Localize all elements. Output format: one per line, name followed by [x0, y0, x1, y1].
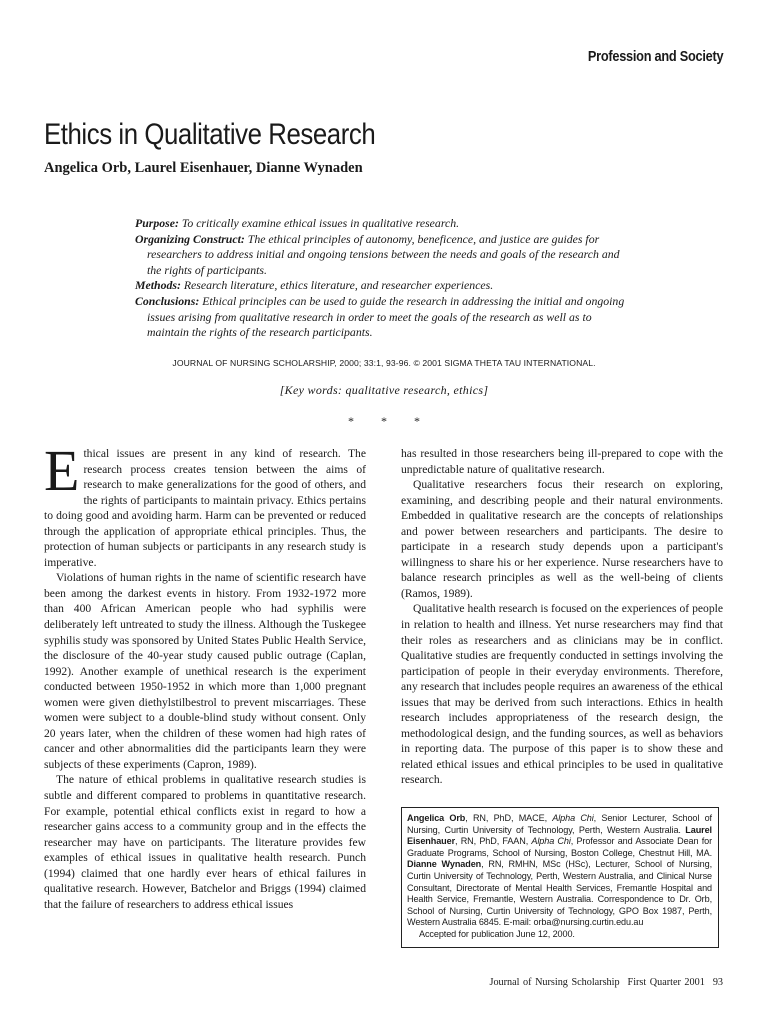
- accepted-date: Accepted for publication June 12, 2000.: [419, 928, 575, 939]
- body-column-left: [44, 438, 366, 912]
- abstract-purpose-label: Purpose:: [135, 216, 179, 230]
- abstract: [135, 216, 635, 341]
- abstract-purpose: [135, 216, 635, 232]
- abstract-conclusions-text: Ethical principles can be used to guide the research in addressing the initial and ongoing issues arising from qualitative research in order to meet the goals of the research as well as to maintain the rights of the research participants.: [147, 293, 625, 340]
- footer-journal: Journal of Nursing Scholarship: [489, 977, 620, 988]
- body-paragraph: has resulted in those researchers being ill-prepared to cope with the unpredictable nature of qualitative research.: [401, 447, 723, 476]
- author-name: Laurel Eisenhauer: [407, 824, 712, 847]
- keywords: [Key words: qualitative research, ethics]: [279, 383, 489, 397]
- body-paragraph: [44, 438, 366, 570]
- section-separator: * * *: [348, 414, 420, 428]
- bio-text: , RN, RMHN, MSc (HSc), Lecturer, School of Nursing, Curtin University of Technology, Perth, Western Australia, and Clinical Nurse Consultant, Directorate of Mental Health Services, Fremantle Hospital and Health Service, Fremantle, Western Australia. Correspondence to Dr. Orb, School of Nursing, Curtin University of Technology, GPO Box 1987, Perth, Western Australia 6845. E-mail: orba@nursing.curtin.edu.au: [407, 859, 712, 928]
- article-title: Ethics in Qualitative Research: [44, 118, 376, 151]
- bio-text: , RN, PhD, FAAN,: [455, 836, 532, 847]
- section-label: Profession and Society: [587, 48, 723, 65]
- bio-text: , RN, PhD, MACE,: [465, 813, 553, 823]
- abstract-methods-text: Research literature, ethics literature, and researcher experiences.: [183, 278, 494, 293]
- abstract-methods: [135, 278, 635, 294]
- paragraph-text: thical issues are present in any kind of research. The research process creates tension between the aims of research to make generalizations for the good of others, and the rights of participants to maintain privacy. Ethics pertains to doing good and avoiding harm. Harm can be prevented or reduced through the application of appropriate ethical principles. Thus, the protection of human subjects or participants in any research study is imperative.: [44, 447, 366, 569]
- abstract-conclusions: [135, 294, 635, 341]
- author-bio-box: [401, 807, 719, 948]
- bio-honor: Alpha Chi: [531, 836, 571, 847]
- bio-text: , Senior Lecturer, School of Nursing, Curtin University of Technology, Perth, Western Australia.: [407, 813, 712, 835]
- body-paragraph: Qualitative health research is focused on the experiences of people in relation to health and illness. Yet nurse researchers may find that their roles as researchers and as clinicians may be in conflict. Qualitative studies are frequently conducted in settings involving the participation of people in their everyday environments. Therefore, any research that includes people requires an awareness of the ethical issues that may be derived from such interactions. Ethics in health research includes appropriateness of the research design, the methodological design, and the funding sources, as well as behaviors in reporting data. The purpose of this paper is to show these and related ethical issues and ethical principles to be used in qualitative research.: [401, 602, 723, 787]
- body-paragraph: Violations of human rights in the name of scientific research have been among the darkest events in history. From 1932-1972 more than 400 African American people who had syphilis were deliberately left untreated to study the illness. Although the Tuskegee syphilis study was sponsored by United States Public Health Service, the disclosure of the 40-year study caused public outrage (Caplan, 1992). Another example of unethical research is the experiment conducted between 1950-1952 in which more than 1,000 pregnant women were given diethylstilbestrol to prevent miscarriages. These women were subject to a double-blind study without consent. Only 20 years later, when the children of these women had high rates of cancer and other abnormalities did the participants learn they were subjects of these experiments (Capron, 1989).: [44, 571, 366, 771]
- body-paragraph: The nature of ethical problems in qualitative research studies is subtle and different compared to problems in quantitative research. For example, potential ethical conflicts exist in regard to how a researcher gains access to a community group and in the effects the researcher may have on participants. The literature provides few examples of ethical issues in qualitative health research. Punch (1994) claimed that one hardly ever hears of ethical failures in qualitative research. However, Batchelor and Briggs (1994) claimed that the failure of researchers to address ethical issues: [44, 773, 366, 911]
- body-paragraph: Qualitative researchers focus their research on exploring, examining, and describing people and their natural environments. Embedded in qualitative research are the concepts of relationships and power between researchers and participants. The desire to participate in a research study depends upon a participant's willingness to share his or her experience. Nurse researchers have to balance research principles as well as the well-being of clients (Ramos, 1989).: [401, 478, 723, 600]
- abstract-construct-label: Organizing Construct:: [135, 231, 245, 246]
- abstract-methods-label: Methods:: [135, 278, 181, 293]
- bio-text: , Professor and Associate Dean for Graduate Programs, School of Nursing, Boston College, Chestnut Hill, MA.: [407, 836, 713, 858]
- abstract-construct-text: The ethical principles of autonomy, beneficence, and justice are guides for researchers to address initial and ongoing tensions between the needs and goals of the research and the rights of participants.: [147, 231, 620, 277]
- abstract-construct: [135, 232, 635, 279]
- author-bio-text: [407, 813, 712, 929]
- page-number: 93: [712, 977, 723, 988]
- journal-citation: JOURNAL OF NURSING SCHOLARSHIP, 2000; 33:1, 93-96. © 2001 SIGMA THETA TAU INTERNATIONAL.: [172, 358, 596, 368]
- author-name: Dianne Wynaden: [407, 859, 482, 870]
- drop-cap: E: [44, 438, 80, 503]
- article-authors: Angelica Orb, Laurel Eisenhauer, Dianne Wynaden: [44, 160, 363, 176]
- bio-honor: Alpha Chi: [552, 813, 594, 823]
- body-column-right: [401, 446, 723, 788]
- author-name: Angelica Orb: [407, 813, 466, 823]
- abstract-conclusions-label: Conclusions:: [135, 293, 200, 308]
- page-footer: [482, 977, 724, 988]
- abstract-purpose-text: To critically examine ethical issues in qualitative research.: [181, 216, 460, 230]
- footer-issue: First Quarter 2001: [627, 977, 705, 988]
